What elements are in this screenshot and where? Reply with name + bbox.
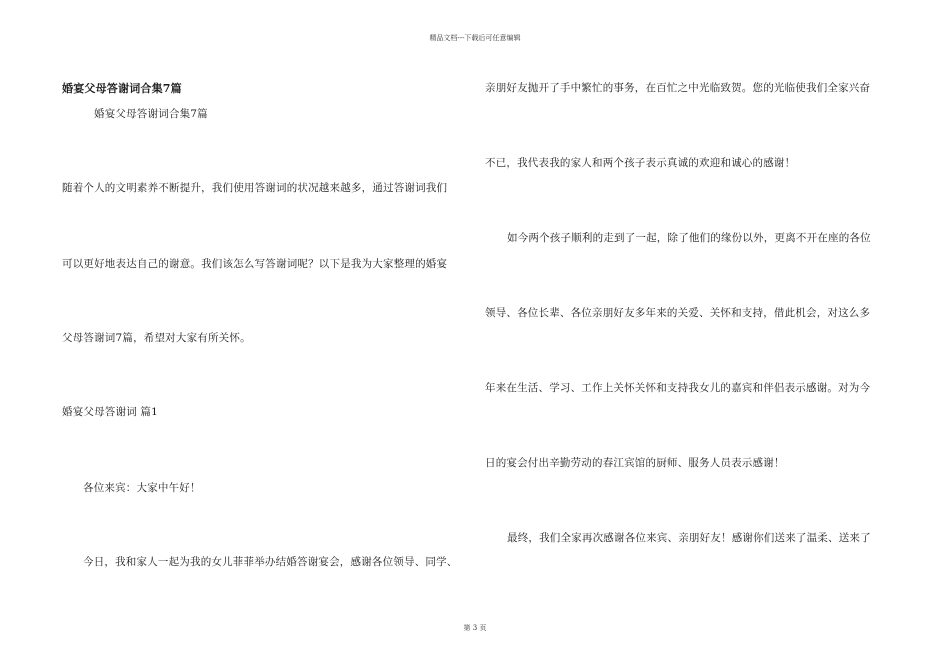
greeting-line: 各位来宾：大家中午好！ xyxy=(83,482,201,494)
intro-line-1: 随着个人的文明素养不断提升，我们使用答谢词的状况越来越多，通过答谢词我们 xyxy=(62,182,448,194)
intro-line-2: 可以更好地表达自己的谢意。我们该怎么写答谢词呢？以下是我为大家整理的婚宴 xyxy=(62,258,448,270)
page-header: 精品文档---下载后可任意编辑 xyxy=(429,34,521,42)
document-title: 婚宴父母答谢词合集7篇 xyxy=(62,82,182,95)
intro-line-3: 父母答谢词7篇，希望对大家有所关怀。 xyxy=(62,332,251,344)
document-subtitle: 婚宴父母答谢词合集7篇 xyxy=(94,108,208,120)
right-line-5: 年来在生活、学习、工作上关怀关怀和支持我女儿的嘉宾和伴侣表示感谢。对为今 xyxy=(485,382,871,394)
right-line-1: 亲朋好友抛开了手中繁忙的事务，在百忙之中光临致贺。您的光临使我们全家兴奋 xyxy=(485,82,871,94)
right-line-2: 不已，我代表我的家人和两个孩子表示真诚的欢迎和诚心的感谢！ xyxy=(485,157,796,169)
page-number: 第 3 页 xyxy=(463,624,487,632)
section-heading: 婚宴父母答谢词 篇1 xyxy=(62,406,159,418)
paragraph-line: 今日，我和家人一起为我的女儿菲菲举办结婚答谢宴会，感谢各位领导、同学、 xyxy=(83,556,458,568)
right-line-3: 如今两个孩子顺利的走到了一起，除了他们的缘份以外，更离不开在座的各位 xyxy=(507,232,871,244)
right-line-6: 日的宴会付出辛勤劳动的春江宾馆的厨师、服务人员表示感谢！ xyxy=(485,457,785,469)
right-line-4: 领导、各位长辈、各位亲朋好友多年来的关爱、关怀和支持，借此机会，对这么多 xyxy=(485,307,871,319)
right-line-7: 最终，我们全家再次感谢各位来宾、亲朋好友！感谢你们送来了温柔、送来了 xyxy=(507,532,871,544)
